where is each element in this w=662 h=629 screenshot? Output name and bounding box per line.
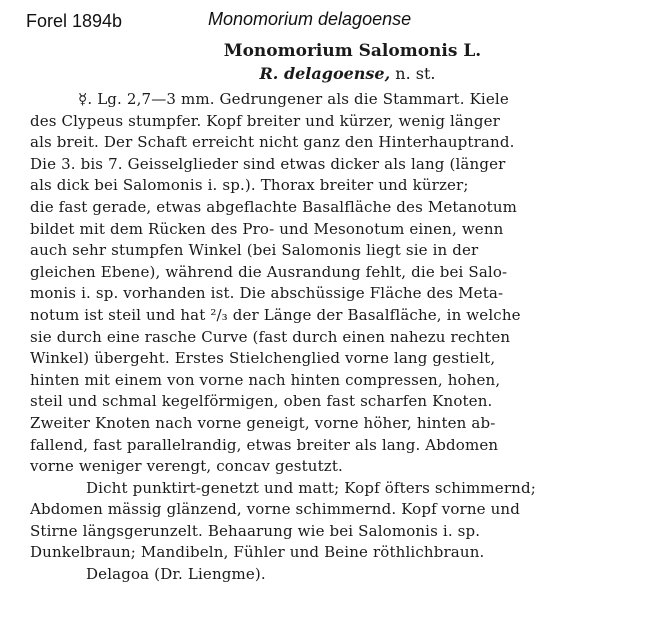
text-line: auch sehr stumpfen Winkel (bei Salomonis liegt sie in der <box>30 241 479 260</box>
text-line: als dick bei Salomonis i. sp.). Thorax breiter und kürzer; <box>30 176 469 195</box>
text-line: steil und schmal kegelförmigen, oben fast scharfen Knoten. <box>30 392 493 411</box>
subspecies-name: R. delagoense, <box>259 64 391 83</box>
text-line: Dicht punktirt-genetzt und matt; Kopf öfters schimmernd; <box>86 478 536 497</box>
text-line: Abdomen mässig glänzend, vorne schimmernd. Kopf vorne und <box>30 500 520 519</box>
text-line: Winkel) übergeht. Erstes Stielchenglied vorne lang gestielt, <box>30 349 496 368</box>
text-line: die fast gerade, etwas abgeflachte Basalfläche des Metanotum <box>30 197 518 216</box>
text-line: gleichen Ebene), während die Ausrandung fehlt, die bei Salo- <box>30 262 508 281</box>
text-line: monis i. sp. vorhanden ist. Die abschüssige Fläche des Meta- <box>30 284 504 303</box>
document-page <box>30 40 635 586</box>
text-line: fallend, fast parallelrandig, etwas breiter als lang. Abdomen <box>30 435 499 454</box>
taxon-label: Monomorium delagoense <box>208 9 412 29</box>
description-text <box>30 89 635 586</box>
text-line: sie durch eine rasche Curve (fast durch einen nahezu rechten <box>30 327 511 346</box>
locality-line: Delagoa (Dr. Liengme). <box>86 565 266 584</box>
subspecies-subtitle <box>30 62 635 86</box>
text-line: des Clypeus stumpfer. Kopf breiter und kürzer, wenig länger <box>30 111 500 130</box>
text-line: als breit. Der Schaft erreicht nicht ganz den Hinterhauptrand. <box>30 133 515 152</box>
citation-label: Forel 1894b <box>26 11 123 31</box>
text-line: bildet mit dem Rücken des Pro- und Mesonotum einen, wenn <box>30 219 504 238</box>
text-line: notum ist steil und hat ²/₃ der Länge der Basalfläche, in welche <box>30 305 521 324</box>
text-line: ☿. Lg. 2,7—3 mm. Gedrungener als die Stammart. Kiele <box>78 90 509 108</box>
text-line: Dunkelbraun; Mandibeln, Fühler und Beine röthlichbraun. <box>30 543 485 562</box>
text-line: hinten mit einem von vorne nach hinten compressen, hohen, <box>30 370 501 389</box>
species-title: Monomorium Salomonis L. <box>223 41 482 61</box>
text-line: Zweiter Knoten nach vorne geneigt, vorne höher, hinten ab- <box>30 413 496 432</box>
text-line: Die 3. bis 7. Geisselglieder sind etwas dicker als lang (länger <box>30 154 506 173</box>
text-line: vorne weniger verengt, concav gestutzt. <box>30 457 343 476</box>
subspecies-status: n. st. <box>395 64 436 83</box>
text-line: Stirne längsgerunzelt. Behaarung wie bei Salomonis i. sp. <box>30 521 481 540</box>
